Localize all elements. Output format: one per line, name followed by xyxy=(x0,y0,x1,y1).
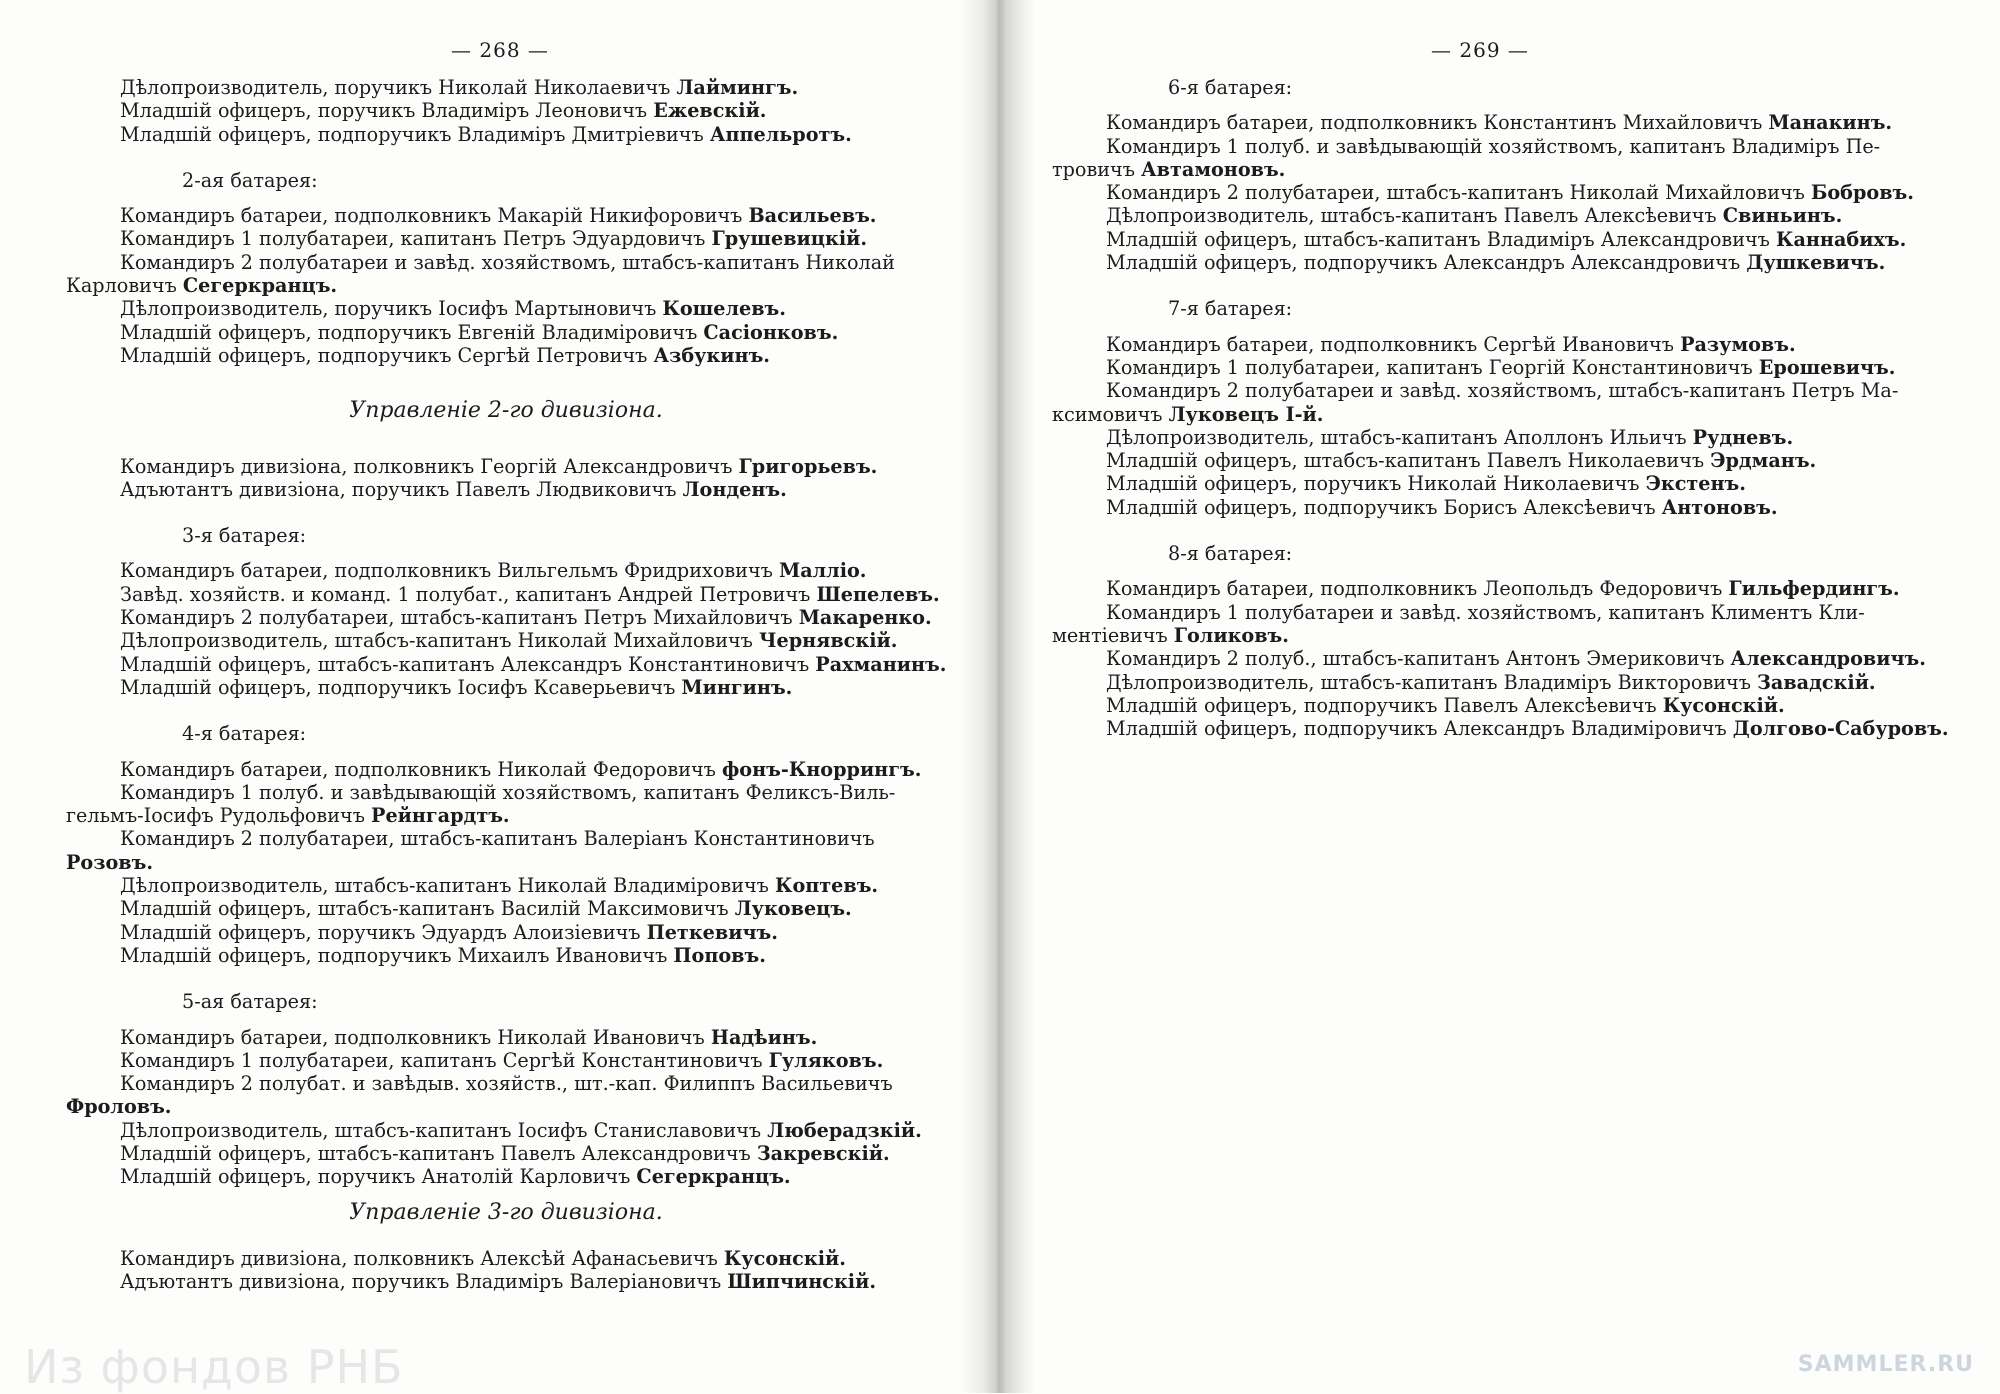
officer-line xyxy=(1052,158,1962,181)
officer-line xyxy=(1052,111,1962,134)
officer-rank-text: Командиръ 2 полубатареи, штабсъ-капитанъ Николай Михайловичъ xyxy=(1106,181,1811,205)
officer-rank-text: ментіевичъ xyxy=(1052,623,1174,647)
officer-surname: Свиньинъ. xyxy=(1722,204,1843,228)
battery-heading: 8-я батарея: xyxy=(1168,542,1293,566)
officer-rank-text: Младшій офицеръ, штабсъ-капитанъ Владиміръ Александровичъ xyxy=(1106,227,1776,251)
officer-line xyxy=(66,804,946,827)
officer-rank-text: Командиръ батареи, подполковникъ Сергѣй Ивановичъ xyxy=(1106,332,1681,356)
officer-rank-text: Адъютантъ дивизіона, поручикъ Владиміръ Валеріановичъ xyxy=(120,1270,728,1294)
officer-line xyxy=(66,653,946,676)
officer-line xyxy=(66,1026,946,1049)
officer-surname: Манакинъ. xyxy=(1768,111,1893,135)
officer-rank-text: Младшій офицеръ, подпоручикъ Михаилъ Ивановичъ xyxy=(120,943,674,967)
officer-line xyxy=(1052,426,1962,449)
officer-surname: Лаймингъ. xyxy=(676,76,799,99)
officer-surname: Душкевичъ. xyxy=(1746,251,1886,275)
officer-rank-text: Командиръ батареи, подполковникъ Николай Ивановичъ xyxy=(120,1025,711,1049)
officer-list xyxy=(66,758,946,968)
officer-surname: Луковецъ. xyxy=(734,897,852,921)
officer-rank-text: Командиръ 2 полуб., штабсъ-капитанъ Антонъ Эмериковичъ xyxy=(1106,647,1731,671)
officer-line xyxy=(66,204,946,227)
officer-rank-text: Младшій офицеръ, поручикъ Николай Николаевичъ xyxy=(1106,472,1646,496)
officer-surname: Поповъ. xyxy=(673,943,766,967)
officer-rank-text: Командиръ 1 полубатареи и завѣд. хозяйствомъ, капитанъ Климентъ Кли- xyxy=(1106,600,1865,624)
officer-rank-text: Дѣлопроизводитель, штабсъ-капитанъ Николай Михайловичъ xyxy=(120,629,759,653)
officer-rank-text: Младшій офицеръ, подпоручикъ Іосифъ Ксаверьевичъ xyxy=(120,675,682,699)
officer-rank-text: Младшій офицеръ, штабсъ-капитанъ Павелъ Николаевичъ xyxy=(1106,449,1711,473)
officer-rank-text: Дѣлопроизводитель, штабсъ-капитанъ Павелъ Алексѣевичъ xyxy=(1106,204,1723,228)
officer-rank-text: Младшій офицеръ, штабсъ-капитанъ Павелъ Александровичъ xyxy=(120,1141,757,1165)
battery-heading: 7-я батарея: xyxy=(1168,297,1293,321)
officer-line xyxy=(66,1049,946,1072)
officer-line xyxy=(1052,624,1962,647)
officer-surname: Грушевицкій. xyxy=(711,227,868,251)
officer-surname: Григорьевъ. xyxy=(738,454,878,478)
page-content xyxy=(66,76,946,1293)
officer-rank-text: Дѣлопроизводитель, штабсъ-капитанъ Аполлонъ Ильичъ xyxy=(1106,425,1693,449)
officer-surname: Завадскій. xyxy=(1757,670,1876,694)
page-269 xyxy=(1000,0,2000,1393)
battery-heading: 2-ая батарея: xyxy=(182,168,318,192)
site-watermark: SAMMLER.RU xyxy=(1797,1352,1974,1377)
officer-surname: Закревскій. xyxy=(756,1141,890,1165)
officer-surname: Надѣинъ. xyxy=(710,1025,818,1049)
battery-heading: 3-я батарея: xyxy=(182,524,307,548)
officer-line xyxy=(66,758,946,781)
officer-line xyxy=(1052,694,1962,717)
officer-surname: Бобровъ. xyxy=(1810,181,1914,205)
officer-surname: Разумовъ. xyxy=(1680,332,1796,356)
officer-rank-text: Командиръ 2 полубатареи и завѣд. хозяйствомъ, штабсъ-капитанъ Петръ Ма- xyxy=(1106,379,1899,403)
officer-rank-text: Командиръ 1 полуб. и завѣдывающій хозяйствомъ, капитанъ Феликсъ-Виль- xyxy=(120,780,896,804)
officer-line xyxy=(66,851,946,874)
officer-surname: Лонденъ. xyxy=(682,477,787,501)
page-268 xyxy=(0,0,985,1393)
officer-rank-text: Младшій офицеръ, подпоручикъ Александръ Владиміровичъ xyxy=(1106,717,1733,741)
officer-line xyxy=(66,921,946,944)
officer-rank-text: Завѣд. хозяйств. и команд. 1 полубат., капитанъ Андрей Петровичъ xyxy=(120,582,817,606)
officer-rank-text: Адъютантъ дивизіона, поручикъ Павелъ Людвиковичъ xyxy=(120,477,683,501)
officer-surname: Рейнгардтъ. xyxy=(371,804,510,828)
officer-line xyxy=(66,1095,946,1118)
library-stamp: Из фондов РНБ xyxy=(24,1340,404,1394)
page-number: — 269 — xyxy=(1431,38,1529,62)
officer-rank-text: тровичъ xyxy=(1052,157,1142,181)
officer-surname: Розовъ. xyxy=(66,850,153,874)
officer-surname: Мингинъ. xyxy=(681,675,793,699)
officer-line xyxy=(1052,181,1962,204)
officer-line xyxy=(66,76,946,99)
officer-line xyxy=(66,1119,946,1142)
officer-surname: Долгово-Сабуровъ. xyxy=(1732,717,1949,741)
officer-line xyxy=(1052,577,1962,600)
officer-list xyxy=(1052,333,1962,519)
officer-rank-text: Командиръ 1 полубатареи, капитанъ Георгій Константиновичъ xyxy=(1106,355,1759,379)
officer-line xyxy=(66,827,946,850)
officer-rank-text: Командиръ батареи, подполковникъ Леопольдъ Федоровичъ xyxy=(1106,577,1729,601)
officer-surname: Кусонскій. xyxy=(1662,693,1785,717)
section-heading: Управленіе 3-го дивизіона. xyxy=(349,1199,663,1225)
officer-rank-text: Командиръ 1 полубатареи, капитанъ Петръ Эдуардовичъ xyxy=(120,227,712,251)
officer-surname: Ерошевичъ. xyxy=(1758,355,1896,379)
officer-line xyxy=(66,478,946,501)
officer-surname: Малліо. xyxy=(778,559,867,583)
officer-line xyxy=(66,874,946,897)
officer-surname: Рахманинъ. xyxy=(815,652,947,676)
officer-line xyxy=(66,99,946,122)
officer-rank-text: ксимовичъ xyxy=(1052,402,1169,426)
officer-surname: Петкевичъ. xyxy=(646,920,778,944)
officer-rank-text: Командиръ дивизіона, полковникъ Алексѣй Афанасьевичъ xyxy=(120,1246,724,1270)
officer-line xyxy=(66,227,946,250)
officer-rank-text: Младшій офицеръ, подпоручикъ Борисъ Алексѣевичъ xyxy=(1106,495,1662,519)
officer-rank-text: Командиръ 2 полубатареи, штабсъ-капитанъ Валеріанъ Константиновичъ xyxy=(120,827,875,851)
officer-line xyxy=(1052,717,1962,740)
officer-rank-text: Командиръ 2 полубатареи, штабсъ-капитанъ Петръ Михайловичъ xyxy=(120,606,799,630)
officer-line xyxy=(66,251,946,274)
officer-line xyxy=(1052,356,1962,379)
officer-surname: Автамоновъ. xyxy=(1141,157,1286,181)
officer-rank-text: Командиръ 1 полубатареи, капитанъ Сергѣй Константиновичъ xyxy=(120,1048,769,1072)
officer-line xyxy=(66,559,946,582)
officer-rank-text: Дѣлопроизводитель, поручикъ Николай Николаевичъ xyxy=(120,76,677,99)
officer-surname: Гильфердингъ. xyxy=(1728,577,1900,601)
officer-rank-text: Младшій офицеръ, подпоручикъ Александръ Александровичъ xyxy=(1106,251,1747,275)
officer-surname: Рудневъ. xyxy=(1692,425,1794,449)
officer-surname: Эрдманъ. xyxy=(1710,449,1817,473)
officer-surname: Шепелевъ. xyxy=(816,582,940,606)
officer-rank-text: Командиръ батареи, подполковникъ Макарій Никифоровичъ xyxy=(120,204,749,228)
officer-list xyxy=(1052,111,1962,274)
officer-list xyxy=(1052,577,1962,740)
page-content xyxy=(1052,76,1962,740)
officer-line xyxy=(1052,379,1962,402)
battery-heading: 4-я батарея: xyxy=(182,722,307,746)
officer-surname: Антоновъ. xyxy=(1661,495,1778,519)
officer-rank-text: Дѣлопроизводитель, штабсъ-капитанъ Іосифъ Станиславовичъ xyxy=(120,1118,768,1142)
page-number: — 268 — xyxy=(451,38,549,62)
officer-surname: Макаренко. xyxy=(798,606,932,630)
officer-line xyxy=(1052,135,1962,158)
officer-surname: Каннабихъ. xyxy=(1776,227,1907,251)
officer-line xyxy=(1052,333,1962,356)
officer-surname: Коптевъ. xyxy=(774,874,879,898)
section-heading: Управленіе 2-го дивизіона. xyxy=(349,398,663,424)
officer-surname: фонъ-Кноррингъ. xyxy=(721,757,922,781)
officer-surname: Чернявскій. xyxy=(758,629,898,653)
officer-rank-text: Командиръ батареи, подполковникъ Вильгельмъ Фридриховичъ xyxy=(120,559,779,583)
officer-line xyxy=(66,944,946,967)
officer-rank-text: Командиръ 2 полубатареи и завѣд. хозяйствомъ, штабсъ-капитанъ Николай xyxy=(120,250,895,274)
officer-surname: Сегеркранцъ. xyxy=(182,274,338,298)
officer-rank-text: Младшій офицеръ, подпоручикъ Евгеній Владиміровичъ xyxy=(120,320,704,344)
officer-surname: Александровичъ. xyxy=(1730,647,1926,671)
officer-surname: Сасіонковъ. xyxy=(703,320,839,344)
officer-line xyxy=(66,897,946,920)
officer-line xyxy=(66,676,946,699)
officer-line xyxy=(66,606,946,629)
officer-surname: Луковецъ І-й. xyxy=(1168,402,1324,426)
officer-rank-text: Командиръ батареи, подполковникъ Константинъ Михайловичъ xyxy=(1106,111,1769,135)
officer-rank-text: Командиръ 2 полубат. и завѣдыв. хозяйств., шт.-кап. Филиппъ Васильевичъ xyxy=(120,1072,893,1096)
officer-rank-text: Командиръ 1 полуб. и завѣдывающій хозяйствомъ, капитанъ Владиміръ Пе- xyxy=(1106,134,1881,158)
officer-list xyxy=(66,455,946,502)
officer-surname: Люберадзкій. xyxy=(767,1118,922,1142)
officer-line xyxy=(66,321,946,344)
officer-surname: Ежевскій. xyxy=(653,99,767,123)
officer-surname: Фроловъ. xyxy=(66,1095,172,1119)
officer-surname: Гуляковъ. xyxy=(768,1048,884,1072)
officer-line xyxy=(66,583,946,606)
officer-surname: Кусонскій. xyxy=(723,1246,846,1270)
officer-surname: Азбукинъ. xyxy=(653,343,770,367)
officer-line xyxy=(66,344,946,367)
officer-surname: Голиковъ. xyxy=(1173,623,1289,647)
officer-line xyxy=(1052,601,1962,624)
officer-rank-text: Младшій офицеръ, подпоручикъ Павелъ Алексѣевичъ xyxy=(1106,693,1663,717)
officer-list xyxy=(66,1247,946,1294)
officer-surname: Аппельротъ. xyxy=(709,122,852,146)
officer-rank-text: Младшій офицеръ, штабсъ-капитанъ Василій Максимовичъ xyxy=(120,897,735,921)
officer-surname: Экстенъ. xyxy=(1645,472,1746,496)
officer-line xyxy=(1052,472,1962,495)
officer-rank-text: Младшій офицеръ, штабсъ-капитанъ Александръ Константиновичъ xyxy=(120,652,816,676)
officer-line xyxy=(1052,671,1962,694)
officer-rank-text: Дѣлопроизводитель, поручикъ Іосифъ Мартыновичъ xyxy=(120,297,663,321)
officer-line xyxy=(1052,647,1962,670)
officer-line xyxy=(1052,496,1962,519)
officer-rank-text: Младшій офицеръ, поручикъ Эдуардъ Алоизіевичъ xyxy=(120,920,647,944)
battery-heading: 5-ая батарея: xyxy=(182,990,318,1014)
officer-line xyxy=(1052,251,1962,274)
officer-line xyxy=(1052,204,1962,227)
officer-line xyxy=(66,781,946,804)
officer-surname: Сегеркранцъ. xyxy=(636,1165,791,1189)
officer-list xyxy=(66,1026,946,1189)
officer-surname: Кошелевъ. xyxy=(662,297,786,321)
officer-line xyxy=(66,1270,946,1293)
officer-rank-text: Дѣлопроизводитель, штабсъ-капитанъ Владиміръ Викторовичъ xyxy=(1106,670,1758,694)
officer-list xyxy=(66,76,946,146)
officer-line xyxy=(66,455,946,478)
officer-line xyxy=(66,1072,946,1095)
officer-rank-text: Младшій офицеръ, поручикъ Анатолій Карловичъ xyxy=(120,1165,637,1189)
officer-line xyxy=(1052,228,1962,251)
officer-line xyxy=(66,1142,946,1165)
officer-line xyxy=(1052,403,1962,426)
officer-list xyxy=(66,204,946,367)
officer-line xyxy=(66,297,946,320)
officer-rank-text: Командиръ батареи, подполковникъ Николай Федоровичъ xyxy=(120,757,722,781)
officer-line xyxy=(66,1165,946,1188)
officer-rank-text: Младшій офицеръ, подпоручикъ Владиміръ Дмитріевичъ xyxy=(120,122,710,146)
officer-surname: Шипчинскій. xyxy=(727,1270,877,1294)
officer-rank-text: Младшій офицеръ, подпоручикъ Сергѣй Петровичъ xyxy=(120,343,654,367)
officer-surname: Васильевъ. xyxy=(748,204,877,228)
officer-rank-text: Дѣлопроизводитель, штабсъ-капитанъ Николай Владиміровичъ xyxy=(120,874,775,898)
officer-line xyxy=(66,123,946,146)
officer-line xyxy=(1052,449,1962,472)
officer-list xyxy=(66,559,946,699)
officer-line xyxy=(66,629,946,652)
officer-rank-text: гельмъ-Іосифъ Рудольфовичъ xyxy=(66,804,372,828)
officer-line xyxy=(66,1247,946,1270)
officer-rank-text: Командиръ дивизіона, полковникъ Георгій Александровичъ xyxy=(120,454,739,478)
officer-line xyxy=(66,274,946,297)
officer-rank-text: Младшій офицеръ, поручикъ Владиміръ Леоновичъ xyxy=(120,99,654,123)
officer-rank-text: Карловичъ xyxy=(66,274,183,298)
battery-heading: 6-я батарея: xyxy=(1168,76,1293,99)
